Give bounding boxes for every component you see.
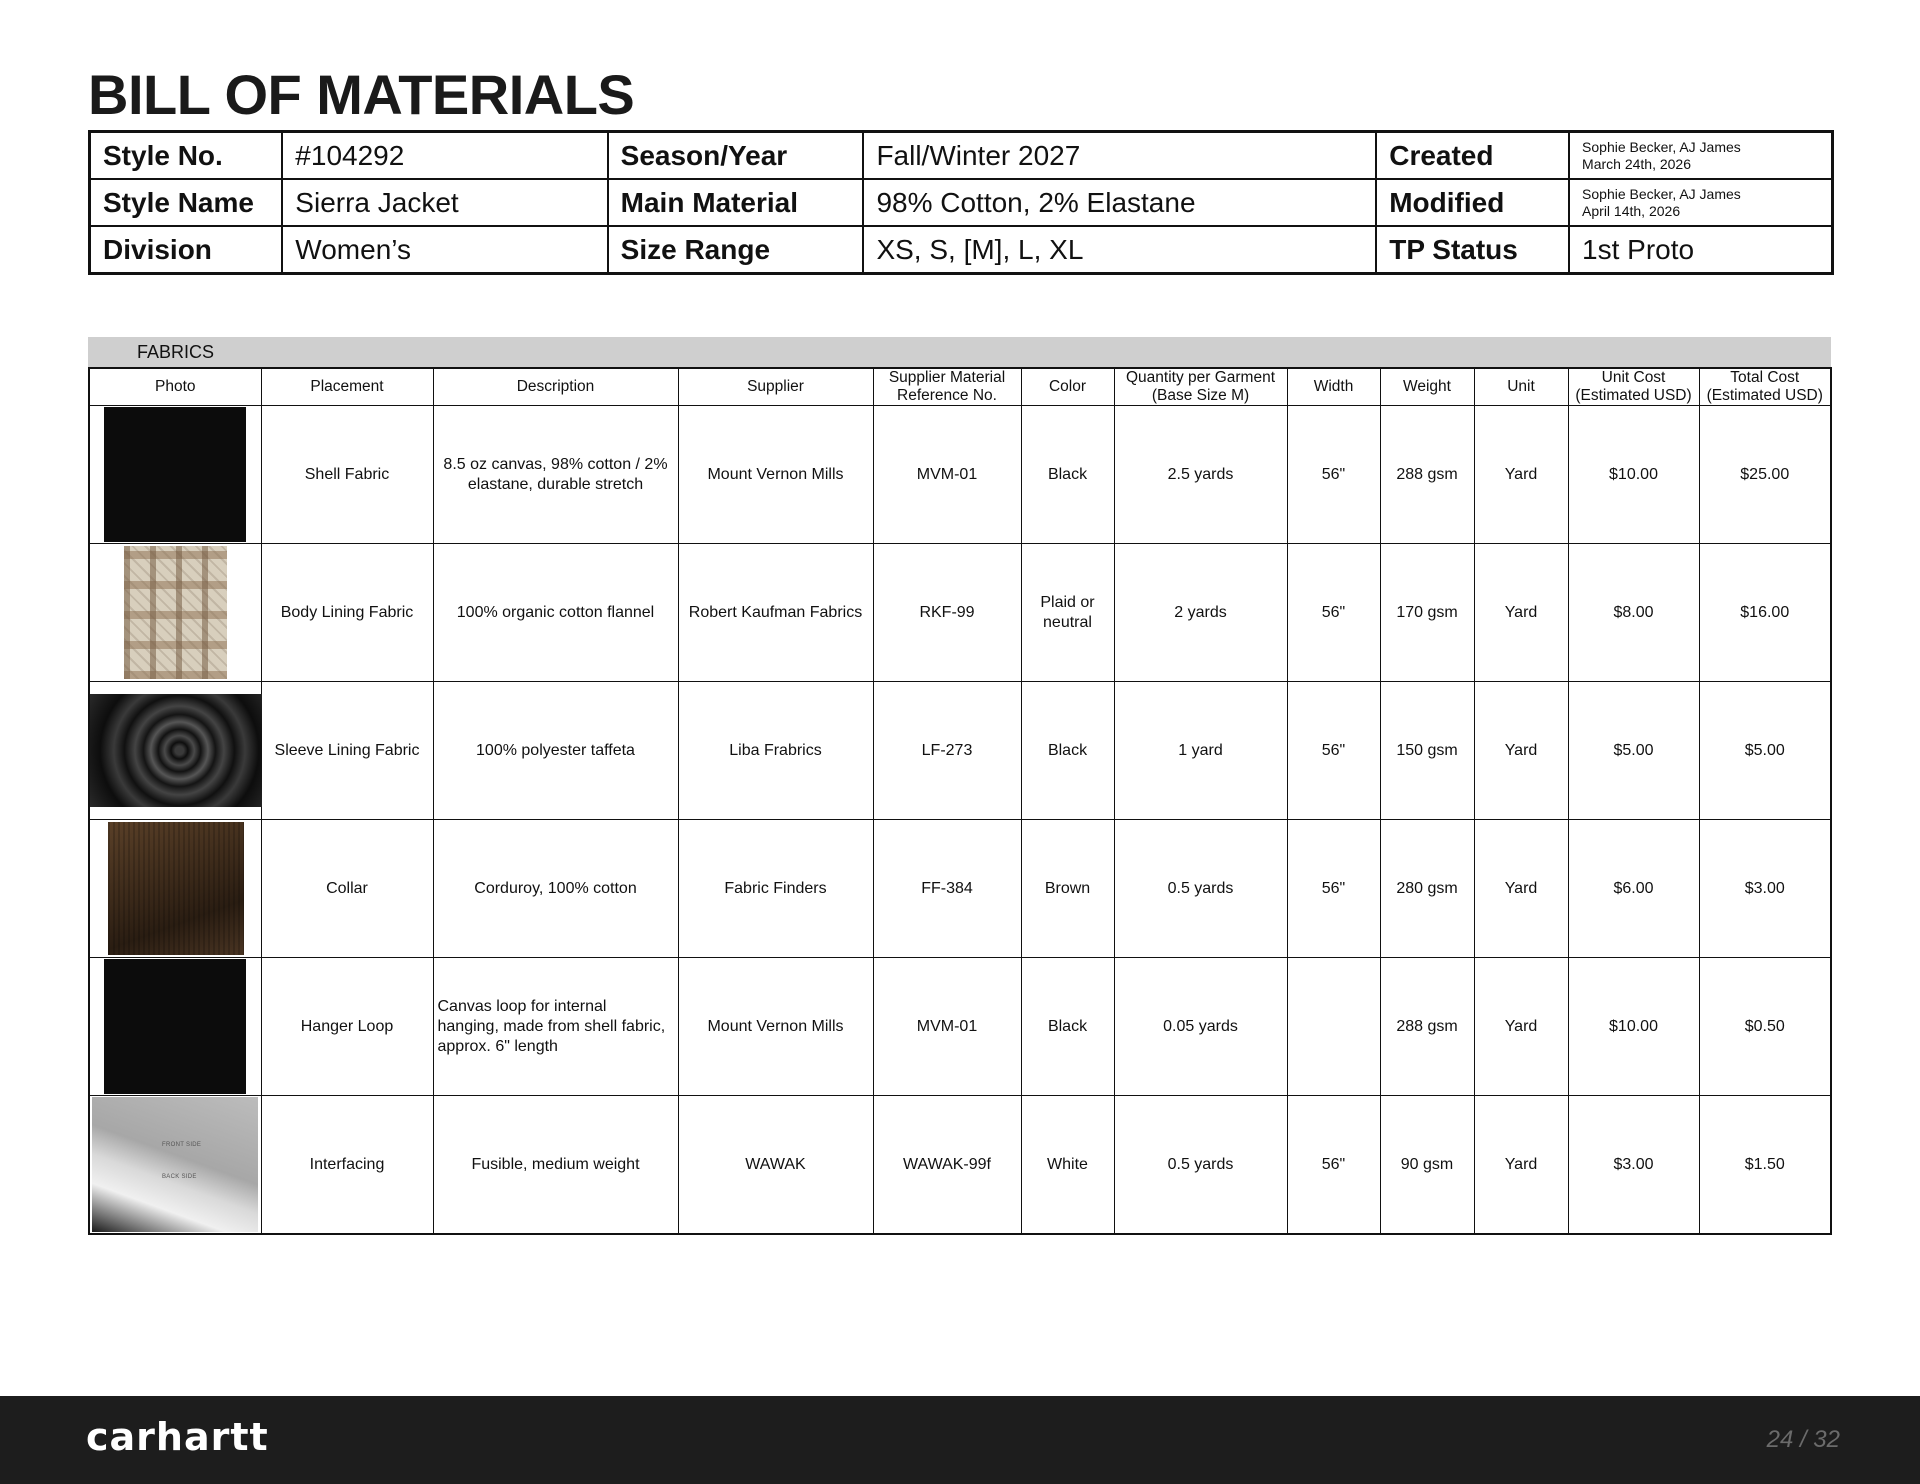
quantity-cell: 0.5 yards bbox=[1114, 820, 1287, 958]
swatch-front-label: FRONT SIDE bbox=[162, 1142, 202, 1148]
color-cell: Black bbox=[1021, 406, 1114, 544]
total-cost-cell: $25.00 bbox=[1699, 406, 1831, 544]
col-reference-line2: Reference No. bbox=[897, 387, 997, 404]
fabrics-section-header bbox=[88, 337, 1831, 367]
reference-cell: MVM-01 bbox=[873, 958, 1021, 1096]
fabric-row-sleeve-lining bbox=[89, 682, 1831, 820]
col-color: Color bbox=[1021, 368, 1114, 406]
col-unit-cost-line2: (Estimated USD) bbox=[1575, 387, 1692, 404]
placement-cell: Shell Fabric bbox=[261, 406, 433, 544]
col-supplier: Supplier bbox=[678, 368, 873, 406]
white-interfacing-swatch-image bbox=[92, 1097, 258, 1232]
width-cell: 56" bbox=[1287, 544, 1380, 682]
created-by: Sophie Becker, AJ James bbox=[1582, 138, 1741, 155]
description-cell: Fusible, medium weight bbox=[433, 1096, 678, 1235]
supplier-cell: Fabric Finders bbox=[678, 820, 873, 958]
unit-cost-cell: $8.00 bbox=[1568, 544, 1699, 682]
weight-cell: 170 gsm bbox=[1380, 544, 1474, 682]
style-no-label: Style No. bbox=[90, 132, 283, 180]
color-cell: Brown bbox=[1021, 820, 1114, 958]
footer-bar bbox=[0, 1396, 1920, 1484]
reference-cell: RKF-99 bbox=[873, 544, 1021, 682]
photo-cell bbox=[89, 406, 261, 544]
photo-cell bbox=[89, 958, 261, 1096]
color-cell bbox=[1021, 544, 1114, 682]
description-line: Canvas loop for internal bbox=[437, 997, 607, 1015]
weight-cell: 288 gsm bbox=[1380, 406, 1474, 544]
placement-cell: Sleeve Lining Fabric bbox=[261, 682, 433, 820]
width-cell: 56" bbox=[1287, 1096, 1380, 1235]
color-cell: White bbox=[1021, 1096, 1114, 1235]
fabric-row-body-lining bbox=[89, 544, 1831, 682]
photo-cell bbox=[89, 682, 261, 820]
color-cell: Black bbox=[1021, 682, 1114, 820]
quantity-cell: 1 yard bbox=[1114, 682, 1287, 820]
page-title: BILL OF MATERIALS bbox=[88, 63, 635, 126]
weight-cell: 150 gsm bbox=[1380, 682, 1474, 820]
modified-date: April 14th, 2026 bbox=[1582, 202, 1681, 219]
unit-cost-cell: $5.00 bbox=[1568, 682, 1699, 820]
season-label: Season/Year bbox=[608, 132, 864, 180]
placement-cell: Hanger Loop bbox=[261, 958, 433, 1096]
supplier-cell: Liba Frabrics bbox=[678, 682, 873, 820]
width-cell: 56" bbox=[1287, 406, 1380, 544]
unit-cost-cell: $3.00 bbox=[1568, 1096, 1699, 1235]
style-name-label: Style Name bbox=[90, 179, 283, 226]
color-line: Plaid or bbox=[1040, 593, 1095, 611]
black-canvas-swatch-image bbox=[104, 407, 246, 542]
fabrics-section-label: FABRICS bbox=[137, 342, 215, 362]
unit-cost-cell: $10.00 bbox=[1568, 406, 1699, 544]
header-row-division bbox=[90, 226, 1833, 274]
black-satin-swatch-image bbox=[90, 694, 262, 807]
size-range-label: Size Range bbox=[608, 226, 864, 274]
reference-cell: WAWAK-99f bbox=[873, 1096, 1021, 1235]
col-width: Width bbox=[1287, 368, 1380, 406]
tp-status-label: TP Status bbox=[1376, 226, 1569, 274]
fabric-row-hanger-loop bbox=[89, 958, 1831, 1096]
modified-by: Sophie Becker, AJ James bbox=[1582, 185, 1741, 202]
width-cell bbox=[1287, 958, 1380, 1096]
unit-cell: Yard bbox=[1474, 682, 1568, 820]
color-cell: Black bbox=[1021, 958, 1114, 1096]
created-value bbox=[1569, 132, 1832, 180]
reference-cell: MVM-01 bbox=[873, 406, 1021, 544]
total-cost-cell: $0.50 bbox=[1699, 958, 1831, 1096]
fabrics-header-row bbox=[89, 368, 1831, 406]
reference-cell: LF-273 bbox=[873, 682, 1021, 820]
season-value: Fall/Winter 2027 bbox=[863, 132, 1376, 180]
col-reference-line1: Supplier Material bbox=[888, 369, 1006, 386]
col-unit-cost-line1: Unit Cost bbox=[1601, 369, 1666, 386]
col-description: Description bbox=[433, 368, 678, 406]
description-cell: Corduroy, 100% cotton bbox=[433, 820, 678, 958]
quantity-cell: 2 yards bbox=[1114, 544, 1287, 682]
main-material-label: Main Material bbox=[608, 179, 864, 226]
page-number: 24 / 32 bbox=[1766, 1426, 1840, 1453]
style-no-value: #104292 bbox=[282, 132, 607, 180]
style-name-value: Sierra Jacket bbox=[282, 179, 607, 226]
brown-corduroy-swatch-image bbox=[108, 822, 244, 955]
unit-cell: Yard bbox=[1474, 544, 1568, 682]
created-label: Created bbox=[1376, 132, 1569, 180]
col-reference bbox=[873, 368, 1021, 406]
col-quantity-line1: Quantity per Garment bbox=[1125, 369, 1276, 386]
quantity-cell: 0.5 yards bbox=[1114, 1096, 1287, 1235]
description-cell bbox=[433, 406, 678, 544]
col-quantity bbox=[1114, 368, 1287, 406]
brand-wordmark: carhartt bbox=[86, 1420, 269, 1456]
width-cell: 56" bbox=[1287, 820, 1380, 958]
photo-cell bbox=[89, 820, 261, 958]
division-label: Division bbox=[90, 226, 283, 274]
header-row-style-no bbox=[90, 132, 1833, 180]
weight-cell: 280 gsm bbox=[1380, 820, 1474, 958]
size-range-value: XS, S, [M], L, XL bbox=[863, 226, 1376, 274]
col-weight: Weight bbox=[1380, 368, 1474, 406]
total-cost-cell: $5.00 bbox=[1699, 682, 1831, 820]
style-info-table bbox=[88, 130, 1834, 275]
description-line: elastane, durable stretch bbox=[467, 475, 644, 493]
header-row-style-name bbox=[90, 179, 1833, 226]
carhartt-logo bbox=[86, 1420, 326, 1456]
total-cost-cell: $1.50 bbox=[1699, 1096, 1831, 1235]
color-line: neutral bbox=[1043, 613, 1092, 631]
unit-cost-cell: $10.00 bbox=[1568, 958, 1699, 1096]
quantity-cell: 2.5 yards bbox=[1114, 406, 1287, 544]
total-cost-cell: $3.00 bbox=[1699, 820, 1831, 958]
fabrics-table bbox=[88, 367, 1832, 1235]
unit-cell: Yard bbox=[1474, 958, 1568, 1096]
modified-value bbox=[1569, 179, 1832, 226]
description-cell: 100% polyester taffeta bbox=[433, 682, 678, 820]
description-line: 8.5 oz canvas, 98% cotton / 2% bbox=[443, 455, 668, 473]
unit-cell: Yard bbox=[1474, 406, 1568, 544]
description-cell: 100% organic cotton flannel bbox=[433, 544, 678, 682]
fabric-row-collar bbox=[89, 820, 1831, 958]
placement-cell: Body Lining Fabric bbox=[261, 544, 433, 682]
col-quantity-line2: (Base Size M) bbox=[1151, 387, 1250, 404]
weight-cell: 288 gsm bbox=[1380, 958, 1474, 1096]
photo-cell bbox=[89, 544, 261, 682]
supplier-cell: Robert Kaufman Fabrics bbox=[678, 544, 873, 682]
col-total-cost-line2: (Estimated USD) bbox=[1706, 387, 1823, 404]
weight-cell: 90 gsm bbox=[1380, 1096, 1474, 1235]
supplier-cell: Mount Vernon Mills bbox=[678, 406, 873, 544]
unit-cell: Yard bbox=[1474, 820, 1568, 958]
placement-cell: Collar bbox=[261, 820, 433, 958]
fabric-row-interfacing bbox=[89, 1096, 1831, 1235]
width-cell: 56" bbox=[1287, 682, 1380, 820]
description-cell bbox=[433, 958, 678, 1096]
tp-status-value: 1st Proto bbox=[1569, 226, 1832, 274]
created-date: March 24th, 2026 bbox=[1582, 155, 1691, 172]
reference-cell: FF-384 bbox=[873, 820, 1021, 958]
col-unit: Unit bbox=[1474, 368, 1568, 406]
supplier-cell: WAWAK bbox=[678, 1096, 873, 1235]
black-canvas-swatch-image bbox=[104, 959, 246, 1094]
unit-cell: Yard bbox=[1474, 1096, 1568, 1235]
swatch-back-label: BACK SIDE bbox=[162, 1174, 197, 1180]
quantity-cell: 0.05 yards bbox=[1114, 958, 1287, 1096]
col-total-cost bbox=[1699, 368, 1831, 406]
col-photo: Photo bbox=[89, 368, 261, 406]
col-total-cost-line1: Total Cost bbox=[1730, 369, 1800, 386]
description-line: approx. 6" length bbox=[437, 1037, 558, 1055]
total-cost-cell: $16.00 bbox=[1699, 544, 1831, 682]
plaid-flannel-swatch-image bbox=[124, 546, 227, 679]
col-placement: Placement bbox=[261, 368, 433, 406]
placement-cell: Interfacing bbox=[261, 1096, 433, 1235]
unit-cost-cell: $6.00 bbox=[1568, 820, 1699, 958]
supplier-cell: Mount Vernon Mills bbox=[678, 958, 873, 1096]
modified-label: Modified bbox=[1376, 179, 1569, 226]
division-value: Women’s bbox=[282, 226, 607, 274]
fabric-row-shell bbox=[89, 406, 1831, 544]
main-material-value: 98% Cotton, 2% Elastane bbox=[863, 179, 1376, 226]
description-line: hanging, made from shell fabric, bbox=[437, 1017, 666, 1035]
photo-cell bbox=[89, 1096, 261, 1235]
col-unit-cost bbox=[1568, 368, 1699, 406]
